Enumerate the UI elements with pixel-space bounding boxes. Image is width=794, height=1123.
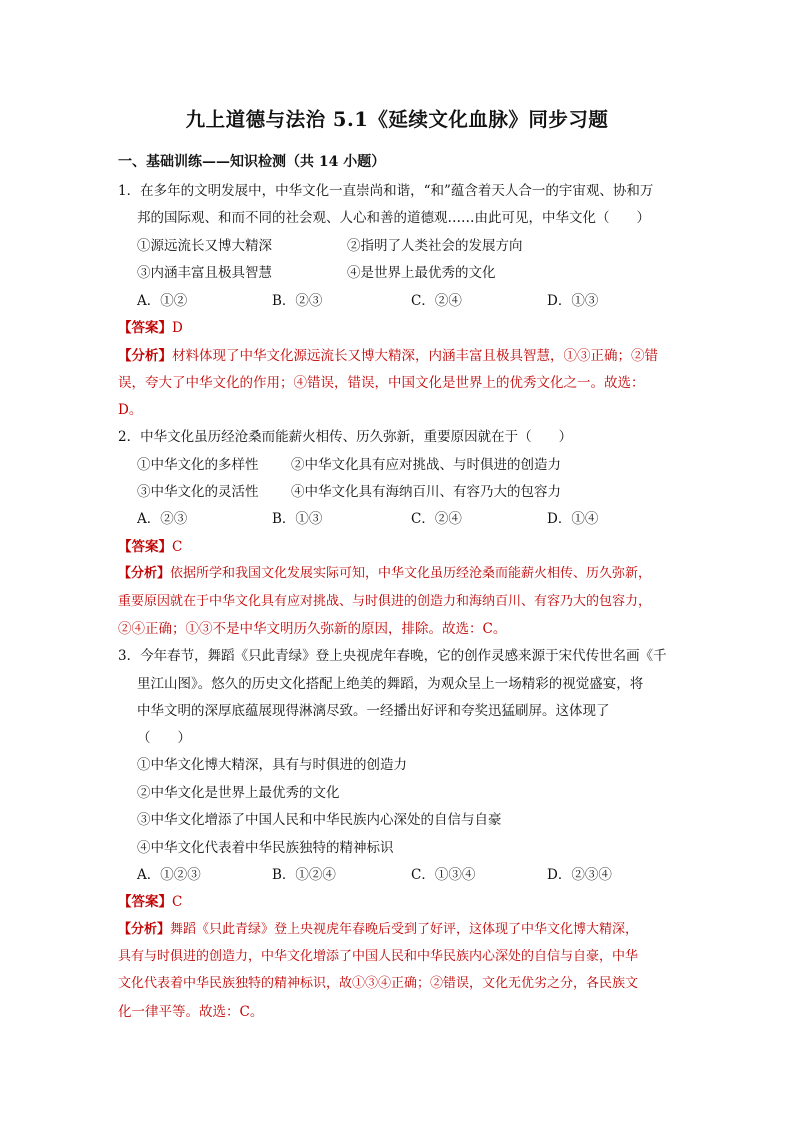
q2-analysis-line-2: 重要原因就在于中华文化具有应对挑战、与时俱进的创造力和海纳百川、有容乃大的包容力， xyxy=(118,594,652,609)
q1-choice-c: C．②④ xyxy=(411,293,462,309)
q3-choice-c: C．①③④ xyxy=(411,867,476,883)
q3-option-3: ③中华文化增添了中国人民和中华民族内心深处的自信与自豪 xyxy=(137,812,502,828)
answer-value: C xyxy=(172,894,183,910)
q2-analysis-line-1 xyxy=(118,564,688,584)
section-heading: 一、基础训练——知识检测（共 14 小题） xyxy=(118,154,386,170)
analysis-text: 舞蹈《只此青绿》登上央视虎年春晚后受到了好评，这体现了中华文化博大精深， xyxy=(170,922,639,937)
q1-option-3: ③内涵丰富且极具智慧 xyxy=(137,265,272,281)
q3-stem-line-4: （ ） xyxy=(137,730,191,746)
q3-analysis-line-4: 化一律平等。故选：C。 xyxy=(118,1004,264,1020)
q1-stem-line-1: 1．在多年的文明发展中，中华文化一直崇尚和谐，“和”蕴含着天人合一的宇宙观、协和万 xyxy=(118,183,654,199)
q2-option-1: ①中华文化的多样性 xyxy=(137,457,259,473)
q1-answer xyxy=(118,318,688,338)
document-title: 九上道德与法治 5.1《延续文化血脉》同步习题 xyxy=(185,108,609,131)
q1-choice-b: B．②③ xyxy=(272,293,323,309)
answer-tag: 【答案】 xyxy=(118,539,172,555)
analysis-text: 依据所学和我国文化发展实际可知，中华文化虽历经沧桑而能薪火相传、历久弥新， xyxy=(170,566,652,581)
q3-choice-d: D．②③④ xyxy=(547,867,612,883)
q3-stem-line-2: 里江山图》。悠久的历史文化搭配上绝美的舞蹈，为观众呈上一场精彩的视觉盛宴，将 xyxy=(137,676,644,692)
q3-choice-a: A．①②③ xyxy=(137,867,201,883)
q3-stem-line-3: 中华文明的深厚底蕴展现得淋漓尽致。一经播出好评和夸奖迅猛刷屏。这体现了 xyxy=(137,703,610,719)
q3-option-1: ①中华文化博大精深，具有与时俱进的创造力 xyxy=(137,757,407,773)
q2-choice-c: C．②④ xyxy=(411,511,462,527)
q1-analysis-line-2: 误，夸大了中华文化的作用；④错误，错误，中国文化是世界上的优秀文化之一。故选： xyxy=(118,375,645,391)
answer-value: D xyxy=(172,320,183,336)
q2-stem-line-1: 2．中华文化虽历经沧桑而能薪火相传、历久弥新，重要原因就在于（ ） xyxy=(118,429,573,445)
analysis-tag: 【分析】 xyxy=(118,566,171,581)
q1-choice-a: A．①② xyxy=(137,293,188,309)
q3-analysis-line-1 xyxy=(118,920,688,940)
q2-choice-a: A．②③ xyxy=(137,511,188,527)
q2-analysis-line-3: ②④正确；①③不是中华文明历久弥新的原因，排除。故选：C。 xyxy=(118,621,507,637)
q3-option-2: ②中华文化是世界上最优秀的文化 xyxy=(137,785,340,801)
analysis-tag: 【分析】 xyxy=(118,348,172,364)
answer-tag: 【答案】 xyxy=(118,320,172,336)
q3-choice-b: B．①②④ xyxy=(272,867,336,883)
q1-option-1: ①源远流长又博大精深 xyxy=(137,238,272,254)
q2-option-2: ②中华文化具有应对挑战、与时俱进的创造力 xyxy=(291,457,561,473)
answer-value: C xyxy=(172,539,183,555)
q1-option-4: ④是世界上最优秀的文化 xyxy=(347,265,496,281)
q1-analysis-line-1 xyxy=(118,346,688,366)
answer-tag: 【答案】 xyxy=(118,894,172,910)
q3-analysis-line-3: 文化代表着中华民族独特的精神标识，故①③④正确；②错误，文化无优劣之分，各民族文 xyxy=(118,976,639,991)
analysis-tag: 【分析】 xyxy=(118,922,171,937)
q3-analysis-line-2: 具有与时俱进的创造力，中华文化增添了中国人民和中华民族内心深处的自信与自豪，中华 xyxy=(118,949,639,964)
q3-answer xyxy=(118,892,688,912)
q3-option-4: ④中华文化代表着中华民族独特的精神标识 xyxy=(137,840,394,856)
q1-stem-line-2: 邦的国际观、和而不同的社会观、人心和善的道德观……由此可见，中华文化（ ） xyxy=(137,210,650,226)
q2-option-3: ③中华文化的灵活性 xyxy=(137,484,259,500)
q3-stem-line-1: 3．今年春节，舞蹈《只此青绿》登上央视虎年春晚，它的创作灵感来源于宋代传世名画《千 xyxy=(118,648,667,664)
analysis-text: 材料体现了中华文化源远流长又博大精深，内涵丰富且极具智慧，①③正确；②错 xyxy=(172,348,658,364)
q1-analysis-line-3: D。 xyxy=(118,402,143,418)
q2-choice-d: D．①④ xyxy=(547,511,599,527)
q1-choice-d: D．①③ xyxy=(547,293,599,309)
q1-option-2: ②指明了人类社会的发展方向 xyxy=(347,238,523,254)
q2-choice-b: B．①③ xyxy=(272,511,323,527)
q2-option-4: ④中华文化具有海纳百川、有容乃大的包容力 xyxy=(291,484,561,500)
q2-answer xyxy=(118,537,688,557)
